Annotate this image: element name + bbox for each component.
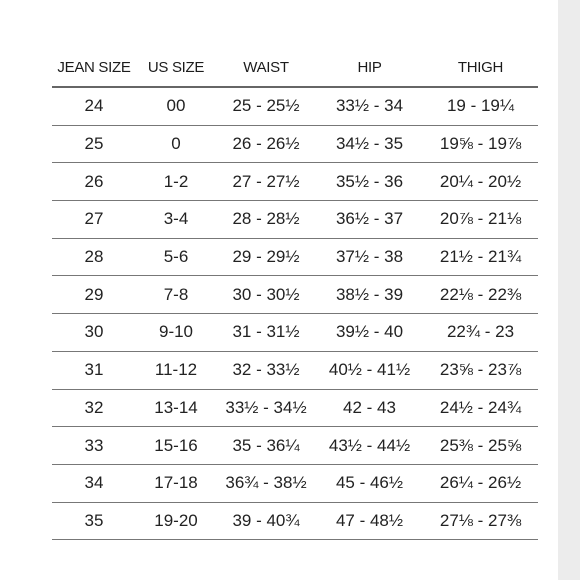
us-size-cell: 11-12	[136, 351, 216, 389]
hip-cell: 34½ - 35	[316, 125, 423, 163]
waist-cell: 36¾ - 38½	[216, 464, 316, 502]
jean-size-cell: 24	[52, 87, 136, 125]
us-size-cell: 19-20	[136, 502, 216, 540]
us-size-cell: 17-18	[136, 464, 216, 502]
jean-size-cell: 32	[52, 389, 136, 427]
table-row	[52, 87, 538, 125]
waist-cell: 30 - 30½	[216, 276, 316, 314]
thigh-cell: 19⅝ - 19⅞	[423, 125, 538, 163]
thigh-cell: 22¾ - 23	[423, 314, 538, 352]
waist-cell: 29 - 29½	[216, 238, 316, 276]
table-row	[52, 163, 538, 201]
thigh-cell: 27⅛ - 27⅜	[423, 502, 538, 540]
table-row	[52, 351, 538, 389]
waist-cell: 25 - 25½	[216, 87, 316, 125]
thigh-cell: 20⅞ - 21⅛	[423, 201, 538, 239]
thigh-cell: 20¼ - 20½	[423, 163, 538, 201]
us-size-cell: 13-14	[136, 389, 216, 427]
hip-cell: 35½ - 36	[316, 163, 423, 201]
waist-cell: 28 - 28½	[216, 201, 316, 239]
us-size-cell: 15-16	[136, 427, 216, 465]
table-row	[52, 201, 538, 239]
jean-size-cell: 29	[52, 276, 136, 314]
us-size-cell: 1-2	[136, 163, 216, 201]
waist-cell: 32 - 33½	[216, 351, 316, 389]
jean-size-cell: 35	[52, 502, 136, 540]
hip-cell: 42 - 43	[316, 389, 423, 427]
hip-cell: 36½ - 37	[316, 201, 423, 239]
size-chart-table	[52, 48, 538, 540]
jean-size-cell: 27	[52, 201, 136, 239]
table-row	[52, 389, 538, 427]
jean-size-cell: 34	[52, 464, 136, 502]
us-size-cell: 5-6	[136, 238, 216, 276]
us-size-cell: 00	[136, 87, 216, 125]
hip-cell: 37½ - 38	[316, 238, 423, 276]
jean-size-cell: 30	[52, 314, 136, 352]
jean-size-cell: 33	[52, 427, 136, 465]
hip-cell: 33½ - 34	[316, 87, 423, 125]
waist-cell: 31 - 31½	[216, 314, 316, 352]
header-hip: HIP	[316, 48, 423, 87]
us-size-cell: 0	[136, 125, 216, 163]
waist-cell: 35 - 36¼	[216, 427, 316, 465]
right-edge-strip	[558, 0, 580, 580]
table-body	[52, 87, 538, 540]
thigh-cell: 19 - 19¼	[423, 87, 538, 125]
hip-cell: 43½ - 44½	[316, 427, 423, 465]
waist-cell: 27 - 27½	[216, 163, 316, 201]
header-thigh: THIGH	[423, 48, 538, 87]
hip-cell: 40½ - 41½	[316, 351, 423, 389]
table-row	[52, 427, 538, 465]
thigh-cell: 22⅛ - 22⅜	[423, 276, 538, 314]
jean-size-cell: 28	[52, 238, 136, 276]
table-row	[52, 502, 538, 540]
waist-cell: 26 - 26½	[216, 125, 316, 163]
jean-size-cell: 31	[52, 351, 136, 389]
hip-cell: 47 - 48½	[316, 502, 423, 540]
table-row	[52, 125, 538, 163]
thigh-cell: 21½ - 21¾	[423, 238, 538, 276]
jean-size-cell: 26	[52, 163, 136, 201]
table-row	[52, 276, 538, 314]
waist-cell: 33½ - 34½	[216, 389, 316, 427]
hip-cell: 45 - 46½	[316, 464, 423, 502]
us-size-cell: 9-10	[136, 314, 216, 352]
thigh-cell: 25⅜ - 25⅝	[423, 427, 538, 465]
waist-cell: 39 - 40¾	[216, 502, 316, 540]
us-size-cell: 7-8	[136, 276, 216, 314]
header-jean-size: JEAN SIZE	[52, 48, 136, 87]
thigh-cell: 24½ - 24¾	[423, 389, 538, 427]
jean-size-cell: 25	[52, 125, 136, 163]
table-row	[52, 238, 538, 276]
thigh-cell: 23⅝ - 23⅞	[423, 351, 538, 389]
hip-cell: 38½ - 39	[316, 276, 423, 314]
us-size-cell: 3-4	[136, 201, 216, 239]
hip-cell: 39½ - 40	[316, 314, 423, 352]
table-row	[52, 464, 538, 502]
header-us-size: US SIZE	[136, 48, 216, 87]
header-row	[52, 48, 538, 87]
header-waist: WAIST	[216, 48, 316, 87]
table-row	[52, 314, 538, 352]
thigh-cell: 26¼ - 26½	[423, 464, 538, 502]
